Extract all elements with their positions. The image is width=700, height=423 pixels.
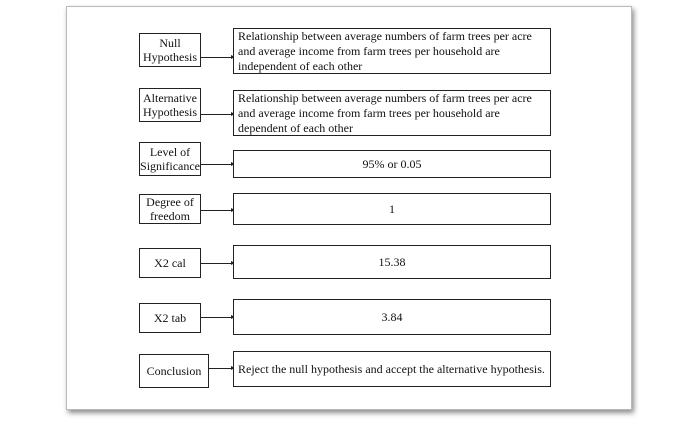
conclusion-label: Conclusion — [139, 354, 209, 388]
degree-of-freedom-connector — [201, 210, 233, 211]
conclusion-value: Reject the null hypothesis and accept the alternative hypothesis. — [233, 351, 551, 387]
degree-of-freedom-label: Degree of freedom — [139, 194, 201, 224]
level-of-significance-label: Level of Significance — [139, 142, 201, 176]
null-hypothesis-label: Null Hypothesis — [139, 33, 201, 67]
level-of-significance-connector — [201, 164, 233, 165]
alternative-hypothesis-value: Relationship between average numbers of farm trees per acre and average income from farm trees per household are dependent of each other — [233, 90, 551, 136]
level-of-significance-value: 95% or 0.05 — [233, 150, 551, 178]
null-hypothesis-connector — [201, 57, 233, 58]
x2-tab-connector — [201, 317, 233, 318]
x2-cal-value: 15.38 — [233, 245, 551, 279]
x2-cal-connector — [201, 263, 233, 264]
x2-cal-label: X2 cal — [139, 248, 201, 278]
alternative-hypothesis-connector — [201, 114, 233, 115]
conclusion-connector — [209, 368, 233, 369]
x2-tab-value: 3.84 — [233, 299, 551, 335]
x2-tab-label: X2 tab — [139, 303, 201, 333]
alternative-hypothesis-label: Alternative Hypothesis — [139, 88, 201, 122]
null-hypothesis-value: Relationship between average numbers of farm trees per acre and average income from farm trees per household are independent of each other — [233, 28, 551, 74]
degree-of-freedom-value: 1 — [233, 193, 551, 225]
